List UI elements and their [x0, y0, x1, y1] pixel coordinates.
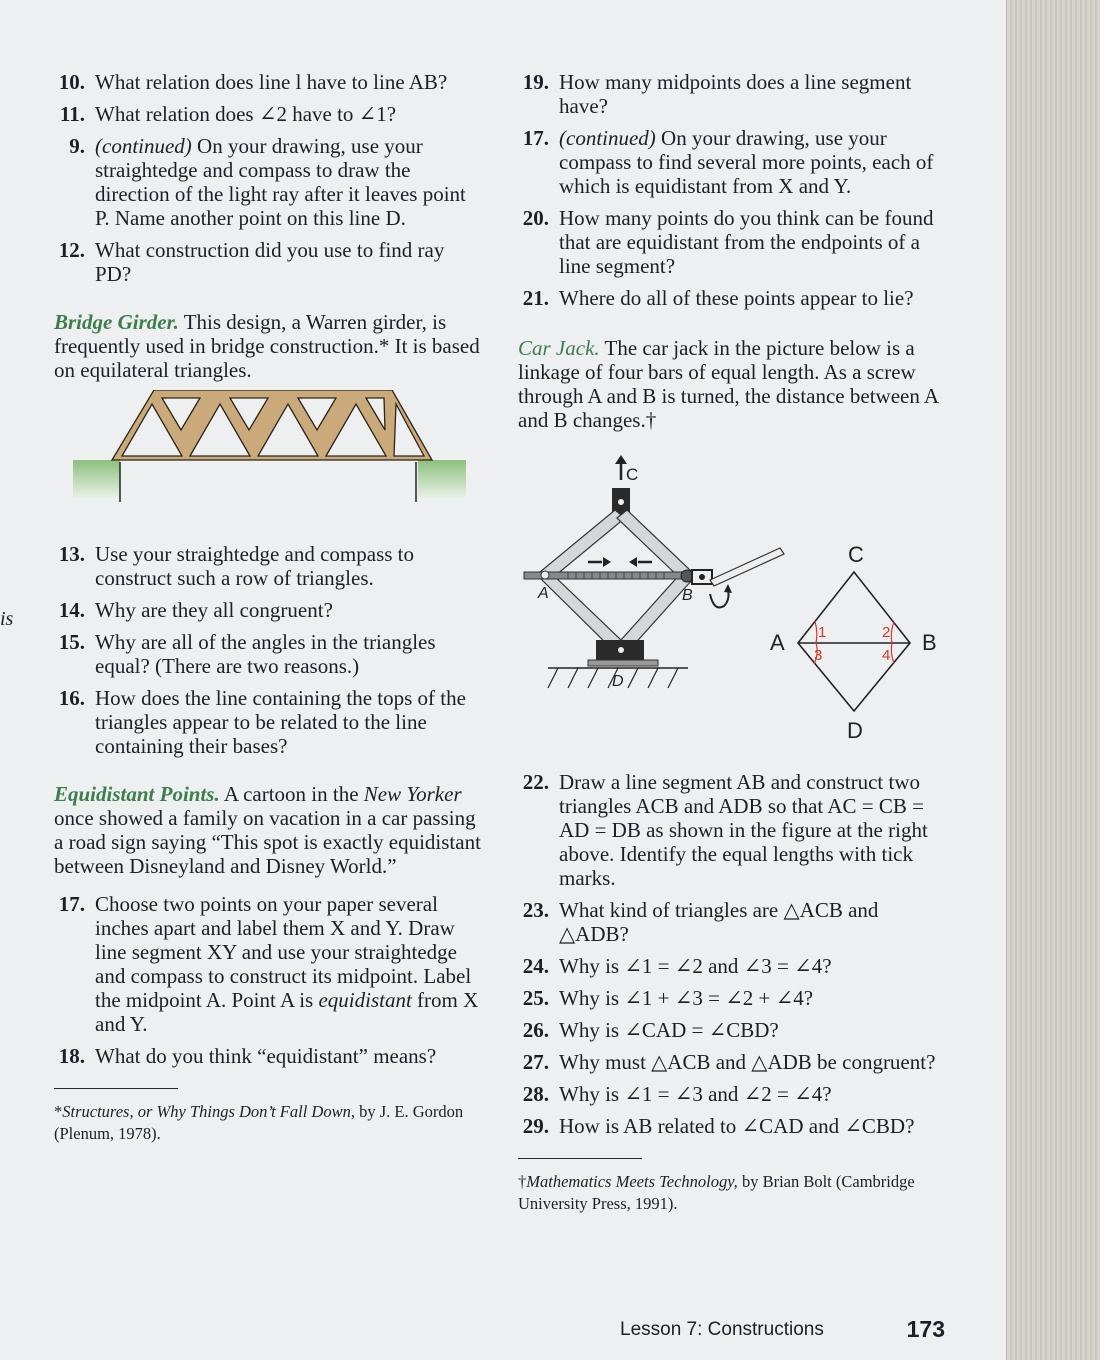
question-text: Why are they all congruent? — [95, 598, 333, 622]
question-number: 13. — [58, 542, 85, 566]
question-27 — [518, 1050, 946, 1074]
angle-4-label: 4 — [882, 647, 891, 664]
question-number: 26. — [522, 1018, 549, 1042]
section-heading: Equidistant Points. — [54, 782, 220, 806]
girder-truss — [112, 390, 432, 460]
footnote-text: by J. E. Gordon (Plenum, 1978). — [54, 1102, 464, 1143]
paragraph-text: This design, a Warren girder, is frequently used in bridge construction.* It is based on equilateral triangles. — [54, 310, 480, 382]
question-22 — [518, 770, 946, 890]
car-jack-diagram — [518, 440, 946, 770]
question-number: 17. — [522, 126, 549, 150]
page-number: 173 — [906, 1316, 945, 1342]
warren-girder-illustration — [54, 390, 482, 542]
footnote-text: by Brian Bolt (Cambridge University Press, 1991). — [518, 1172, 915, 1213]
rhombus-label-d: D — [847, 718, 863, 743]
question-number: 21. — [522, 286, 549, 310]
paragraph-text: The car jack in the picture below is a linkage of four bars of equal length. As a screw through A and B is turned, the distance between A and B changes.† — [518, 336, 938, 432]
question-text: Use your straightedge and compass to construct such a row of triangles. — [95, 542, 415, 590]
continued-label: (continued) — [95, 134, 192, 158]
question-23 — [518, 898, 946, 946]
question-text: What construction did you use to find ray PD? — [95, 238, 445, 286]
question-14 — [54, 598, 482, 622]
question-number: 20. — [522, 206, 549, 230]
question-number: 25. — [522, 986, 549, 1010]
angle-3-label: 3 — [814, 647, 823, 664]
question-text: Where do all of these points appear to lie? — [559, 286, 914, 310]
question-13 — [54, 542, 482, 590]
paragraph-text: A cartoon in the — [219, 782, 364, 806]
question-text: What kind of triangles are △ACB and △ADB? — [559, 898, 879, 946]
question-11 — [54, 102, 482, 126]
question-19 — [518, 70, 946, 118]
car-jack-figure — [518, 440, 946, 770]
page-footer — [620, 1316, 945, 1346]
question-text: Why is ∠1 = ∠3 and ∠2 = ∠4? — [559, 1082, 832, 1106]
footnote-title: Structures, or Why Things Don’t Fall Down, — [62, 1102, 355, 1121]
angle-2-label: 2 — [882, 624, 891, 641]
footnote-rule — [518, 1158, 642, 1159]
question-text-wrap — [95, 134, 482, 230]
warren-girder-figure — [54, 390, 482, 542]
question-17 — [54, 892, 482, 1036]
question-10 — [54, 70, 482, 94]
rhombus-label-b: B — [922, 630, 937, 655]
question-text: Why are all of the angles in the triangles equal? (There are two reasons.) — [95, 630, 436, 678]
question-text: How many midpoints does a line segment have? — [559, 70, 912, 118]
question-number: 11. — [59, 102, 85, 126]
question-text: from X and Y. — [95, 988, 479, 1036]
rhombus-label-c: C — [848, 542, 864, 567]
question-number: 9. — [69, 134, 85, 158]
rhombus-diagram — [770, 542, 937, 743]
question-number: 15. — [58, 630, 85, 654]
question-text: How many points do you think can be found that are equidistant from the endpoints of a line segment? — [559, 206, 934, 278]
question-28 — [518, 1082, 946, 1106]
question-21 — [518, 286, 946, 310]
rhombus-label-a: A — [770, 630, 785, 655]
footnote — [54, 1101, 482, 1145]
question-number: 23. — [522, 898, 549, 922]
angle-1-label: 1 — [818, 624, 827, 641]
question-text: Draw a line segment AB and construct two triangles ACB and ADB so that AC = CB = AD = DB as shown in the figure at the right above. Identify the equal lengths with tick marks. — [559, 770, 928, 890]
jack-label-d: D — [612, 673, 624, 690]
left-ground — [73, 460, 120, 500]
question-16 — [54, 686, 482, 758]
question-18 — [54, 1044, 482, 1068]
question-text: What relation does ∠2 have to ∠1? — [95, 102, 397, 126]
question-29 — [518, 1114, 946, 1138]
question-text: Why is ∠1 = ∠2 and ∠3 = ∠4? — [559, 954, 832, 978]
question-number: 19. — [522, 70, 549, 94]
question-number: 16. — [58, 686, 85, 710]
question-number: 27. — [522, 1050, 549, 1074]
footnote-title: Mathematics Meets Technology, — [526, 1172, 738, 1191]
question-9-continued — [54, 134, 482, 230]
question-12 — [54, 238, 482, 286]
right-ground — [418, 460, 466, 500]
jack-illustration — [524, 455, 784, 690]
question-24 — [518, 954, 946, 978]
question-17-continued — [518, 126, 946, 198]
question-number: 14. — [58, 598, 85, 622]
question-number: 17. — [58, 892, 85, 916]
section-heading: Bridge Girder. — [54, 310, 179, 334]
question-text: How is AB related to ∠CAD and ∠CBD? — [559, 1114, 915, 1138]
question-text: Why must △ACB and △ADB be congruent? — [559, 1050, 936, 1074]
footnote — [518, 1171, 946, 1215]
equidistant-points-paragraph — [54, 782, 482, 878]
continued-label: (continued) — [559, 126, 656, 150]
question-number: 28. — [522, 1082, 549, 1106]
footnote-mark: † — [518, 1172, 527, 1191]
emphasis: equidistant — [318, 988, 412, 1012]
footnote-rule — [54, 1088, 178, 1089]
section-heading: Car Jack. — [518, 336, 600, 360]
car-jack-paragraph — [518, 336, 946, 432]
question-25 — [518, 986, 946, 1010]
right-column — [518, 70, 946, 1215]
book-binding-edge — [1006, 0, 1100, 1360]
question-text-wrap — [95, 892, 482, 1036]
question-text: What do you think “equidistant” means? — [95, 1044, 437, 1068]
question-number: 12. — [58, 238, 85, 262]
question-text-wrap — [559, 126, 946, 198]
question-text: Why is ∠1 + ∠3 = ∠2 + ∠4? — [559, 986, 814, 1010]
question-text: What relation does line l have to line AB? — [95, 70, 448, 94]
question-number: 22. — [522, 770, 549, 794]
jack-label-c: C — [626, 465, 639, 484]
jack-label-b: B — [682, 587, 693, 604]
question-number: 10. — [58, 70, 85, 94]
magazine-title: New Yorker — [363, 782, 462, 806]
question-text: Why is ∠CAD = ∠CBD? — [559, 1018, 779, 1042]
question-15 — [54, 630, 482, 678]
paragraph-text: once showed a family on vacation in a car passing a road sign saying “This spot is exactly equidistant between Disneyland and Disney World.” — [54, 806, 481, 878]
margin-text: is — [0, 608, 14, 630]
question-text: On your drawing, use your straightedge and compass to draw the direction of the light ray after it leaves point P. Name another point on this line D. — [95, 134, 466, 230]
question-text: How does the line containing the tops of the triangles appear to be related to the line containing their bases? — [95, 686, 466, 758]
footnote-mark: * — [54, 1102, 63, 1121]
question-20 — [518, 206, 946, 278]
lesson-title: Lesson 7: Constructions — [620, 1319, 824, 1340]
question-text: Choose two points on your paper several inches apart and label them X and Y. Draw line segment XY and use your straightedge and compass to construct its midpoint. Label the midpoint A. Point A is — [95, 892, 472, 1012]
question-text: On your drawing, use your compass to find several more points, each of which is equidistant from X and Y. — [559, 126, 934, 198]
jack-label-a: A — [538, 585, 549, 602]
question-number: 24. — [522, 954, 549, 978]
question-26 — [518, 1018, 946, 1042]
bridge-girder-paragraph — [54, 310, 482, 382]
left-column — [54, 70, 482, 1145]
question-number: 18. — [58, 1044, 85, 1068]
question-number: 29. — [522, 1114, 549, 1138]
